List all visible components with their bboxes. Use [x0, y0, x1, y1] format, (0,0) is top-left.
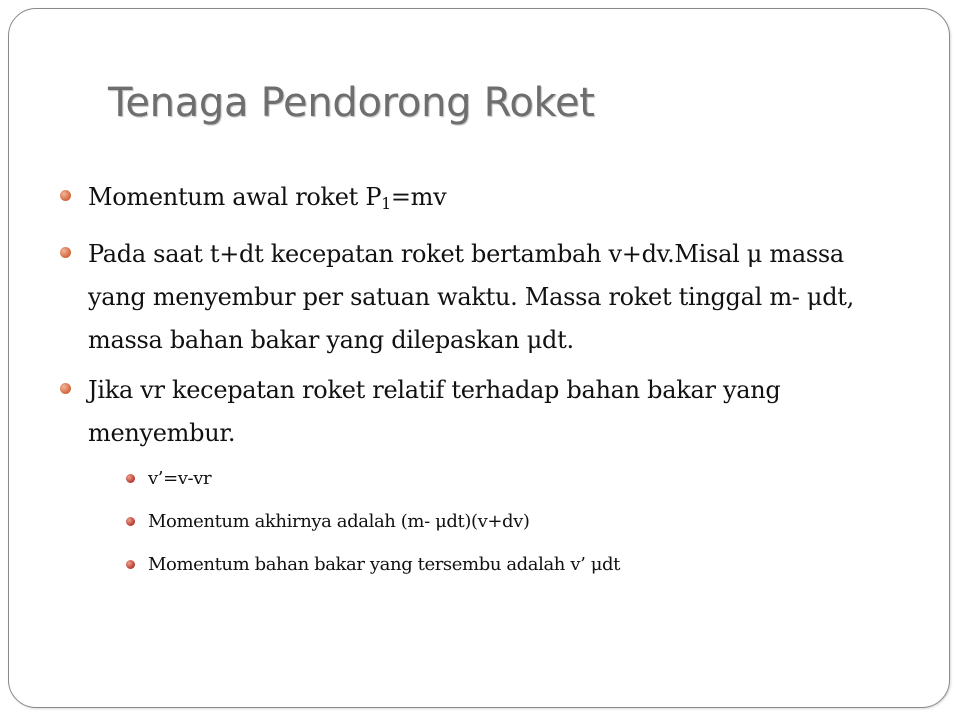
bullet-item-initial-momentum — [58, 176, 858, 226]
bullet-dot-icon — [60, 383, 71, 394]
bullet-text-tail: =mv — [390, 183, 447, 211]
bullet-text: Momentum awal roket P — [88, 183, 382, 211]
bullet-dot-icon — [60, 247, 71, 258]
sub-bullet-dot-icon — [126, 517, 135, 526]
sub-bullet-text: Momentum akhirnya adalah (m- μdt)(v+dv) — [148, 510, 530, 532]
bullet-text: Pada saat t+dt kecepatan roket bertambah v+dv.Misal μ massa yang menyembur per satuan waktu. Massa roket tinggal m- μdt, massa bahan bakar yang dilepaskan μdt. — [88, 239, 854, 354]
bullet-list — [58, 176, 858, 593]
sub-bullet-text: Momentum bahan bakar yang tersembu adalah v’ μdt — [148, 553, 620, 575]
bullet-dot-icon — [60, 190, 71, 201]
sub-bullet-item — [88, 500, 858, 543]
bullet-item-relative-velocity — [58, 369, 858, 586]
sub-bullet-list — [88, 457, 858, 586]
slide-title: Tenaga Pendorong Roket — [108, 80, 595, 126]
bullet-text: Jika vr kecepatan roket relatif terhadap bahan bakar yang menyembur. — [88, 375, 781, 447]
sub-bullet-text: v’=v-vr — [148, 467, 212, 489]
sub-bullet-dot-icon — [126, 474, 135, 483]
subscript: 1 — [381, 194, 391, 213]
bullet-item-mass-flow — [58, 233, 858, 362]
sub-bullet-dot-icon — [126, 560, 135, 569]
sub-bullet-item — [88, 543, 858, 586]
sub-bullet-item — [88, 457, 858, 500]
